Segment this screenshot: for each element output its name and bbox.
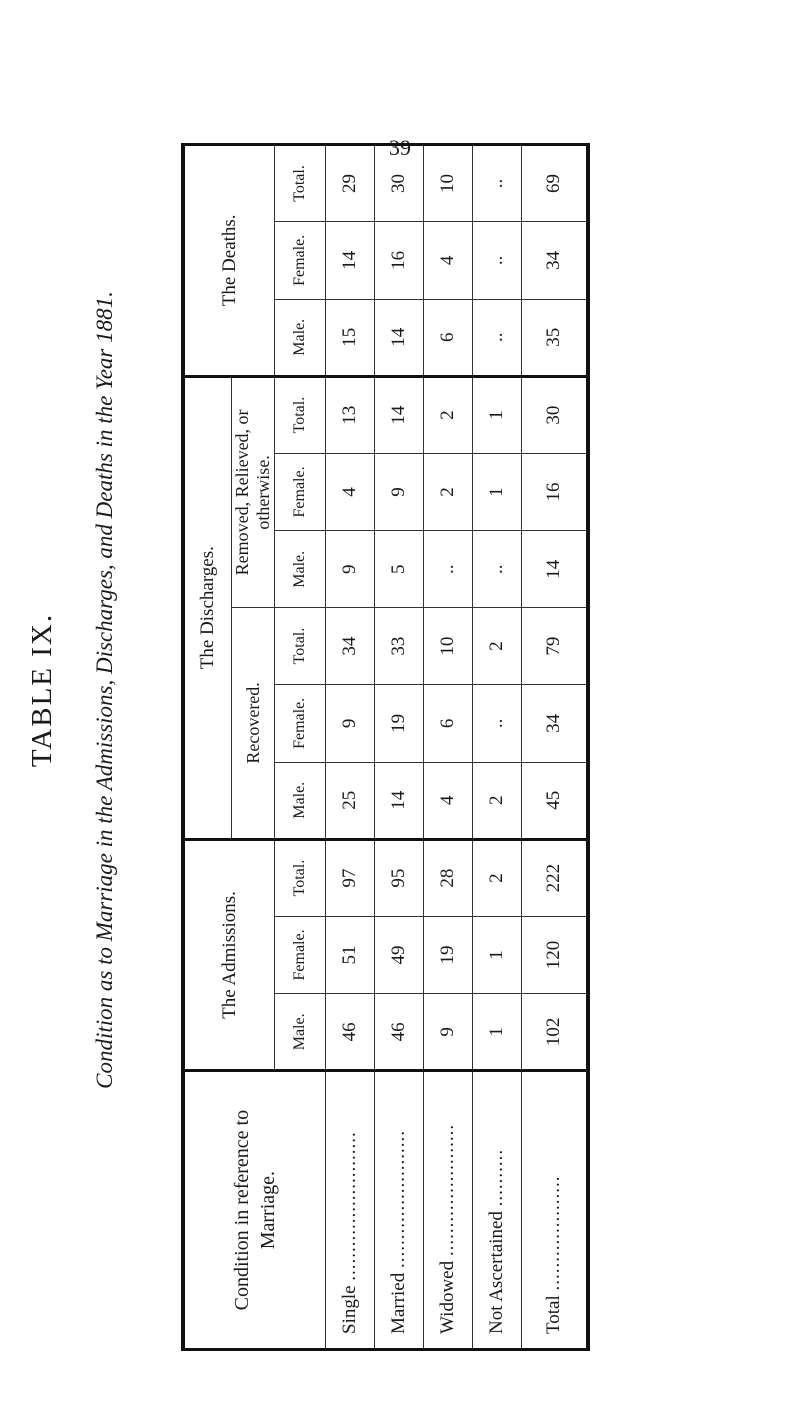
cell: 15	[326, 299, 375, 376]
cell: 1	[473, 994, 522, 1071]
cell: 13	[326, 376, 375, 453]
cell: 14	[375, 762, 424, 839]
cell: 2	[424, 376, 473, 453]
col-male: Male.	[275, 762, 326, 839]
admissions-header: The Admissions.	[183, 839, 275, 1071]
cell: 14	[326, 221, 375, 299]
cell: 29	[326, 145, 375, 222]
cell: 1	[473, 916, 522, 994]
cell: 30	[375, 145, 424, 222]
table-heading: TABLE IX.	[26, 612, 58, 768]
cell: 69	[522, 145, 589, 222]
row-label: Single ..........................	[326, 1071, 375, 1350]
row-label: Not Ascertained ..........	[473, 1071, 522, 1350]
removed-header: Removed, Relieved, or otherwise.	[232, 376, 275, 608]
col-total: Total.	[275, 839, 326, 916]
cell: 79	[522, 608, 589, 685]
cell: 2	[473, 608, 522, 685]
cell: ..	[424, 531, 473, 608]
total-row	[522, 145, 589, 1350]
cell: 10	[424, 145, 473, 222]
col-male: Male.	[275, 531, 326, 608]
cell: 45	[522, 762, 589, 839]
col-male: Male.	[275, 994, 326, 1071]
cell: ..	[473, 221, 522, 299]
cell: 49	[375, 916, 424, 994]
cell: 19	[375, 684, 424, 762]
cell: ..	[473, 299, 522, 376]
condition-header: Condition in reference to Marriage.	[183, 1071, 326, 1350]
cell: 34	[522, 221, 589, 299]
col-female: Female.	[275, 684, 326, 762]
table-row	[375, 145, 424, 1350]
table-row	[326, 145, 375, 1350]
cell: 102	[522, 994, 589, 1071]
cell: 2	[473, 839, 522, 916]
row-label: Married ........................	[375, 1071, 424, 1350]
cell: 10	[424, 608, 473, 685]
cell: 6	[424, 684, 473, 762]
cell: 51	[326, 916, 375, 994]
cell: 222	[522, 839, 589, 916]
cell: 30	[522, 376, 589, 453]
cell: 120	[522, 916, 589, 994]
cell: 35	[522, 299, 589, 376]
discharges-header: The Discharges.	[183, 376, 232, 839]
cell: 34	[326, 608, 375, 685]
cell: 9	[326, 684, 375, 762]
cell: 28	[424, 839, 473, 916]
cell: 16	[522, 453, 589, 531]
cell: 33	[375, 608, 424, 685]
cell: 46	[326, 994, 375, 1071]
cell: 34	[522, 684, 589, 762]
cell: 2	[473, 762, 522, 839]
col-total: Total.	[275, 608, 326, 685]
cell: 4	[326, 453, 375, 531]
cell: 1	[473, 453, 522, 531]
marriage-condition-table	[181, 143, 590, 1351]
cell: 9	[326, 531, 375, 608]
table-caption: Condition as to Marriage in the Admissions, Discharges, and Deaths in the Year 1881.	[92, 291, 117, 1089]
cell: 25	[326, 762, 375, 839]
col-total: Total.	[275, 145, 326, 222]
col-female: Female.	[275, 453, 326, 531]
cell: 4	[424, 221, 473, 299]
cell: ..	[473, 145, 522, 222]
col-female: Female.	[275, 221, 326, 299]
cell: 97	[326, 839, 375, 916]
deaths-header: The Deaths.	[183, 145, 275, 377]
cell: 14	[375, 299, 424, 376]
page-number: 39	[389, 135, 411, 160]
col-male: Male.	[275, 299, 326, 376]
total-label: Total ....................	[522, 1071, 589, 1350]
cell: ..	[473, 531, 522, 608]
cell: 4	[424, 762, 473, 839]
cell: ..	[473, 684, 522, 762]
cell: 14	[375, 376, 424, 453]
cell: 19	[424, 916, 473, 994]
table-row	[424, 145, 473, 1350]
table-row	[473, 145, 522, 1350]
col-female: Female.	[275, 916, 326, 994]
row-label: Widowed .......................	[424, 1071, 473, 1350]
cell: 1	[473, 376, 522, 453]
cell: 5	[375, 531, 424, 608]
cell: 9	[424, 994, 473, 1071]
cell: 14	[522, 531, 589, 608]
cell: 46	[375, 994, 424, 1071]
cell: 6	[424, 299, 473, 376]
recovered-header: Recovered.	[232, 608, 275, 840]
cell: 9	[375, 453, 424, 531]
cell: 16	[375, 221, 424, 299]
col-total: Total.	[275, 376, 326, 453]
cell: 2	[424, 453, 473, 531]
cell: 95	[375, 839, 424, 916]
